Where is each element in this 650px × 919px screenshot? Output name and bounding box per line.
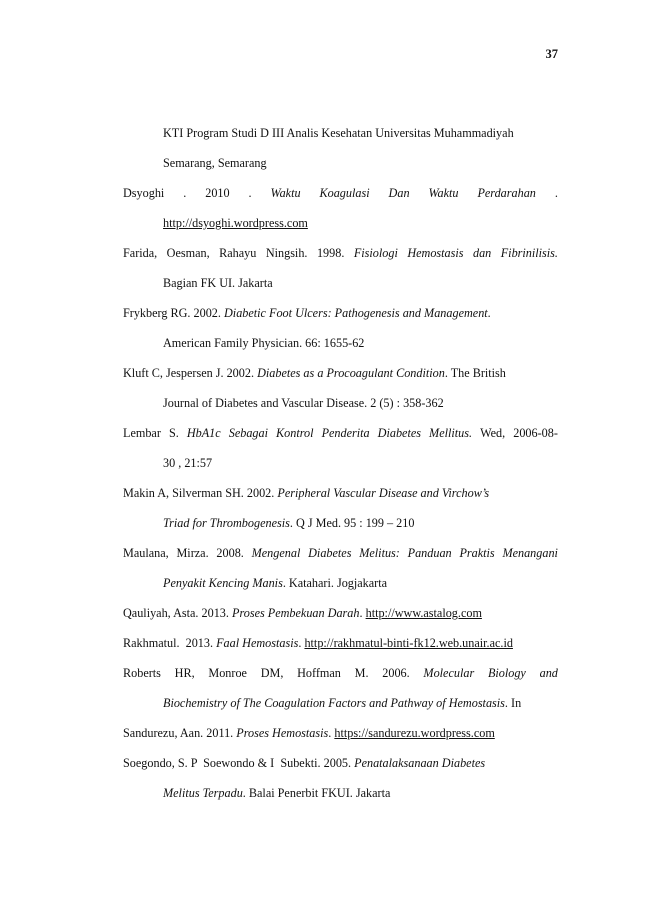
reference-text: 2008. [216,546,244,560]
reference-text: Dsyoghi [123,186,165,200]
reference-text: Sebagai [228,426,268,440]
reference-text: Penyakit Kencing Manis [163,576,283,590]
reference-text: American Family Physician. 66: 1655-62 [163,336,365,350]
reference-text: M. [354,666,369,680]
reference-text: . In [504,696,522,710]
reference-text: . [183,186,187,200]
reference-text: Hoffman [297,666,341,680]
reference-text: Dan [388,186,410,200]
reference-text: Mellitus. [429,426,473,440]
reference-text: Oesman, [166,246,210,260]
reference-text: Molecular [423,666,475,680]
reference-line [163,335,558,351]
reference-text: Mengenal [251,546,301,560]
reference-text: Panduan [407,546,452,560]
reference-line [123,425,558,441]
reference-line [163,575,558,591]
reference-text: Hemostasis [407,246,464,260]
reference-line [123,635,558,651]
reference-text: . [359,606,366,620]
reference-text: . [328,726,335,740]
reference-text: Koagulasi [319,186,370,200]
reference-text: Kontrol [276,426,314,440]
reference-link[interactable]: http://www.astalog.com [365,606,482,620]
reference-text: Perdarahan [477,186,536,200]
reference-text: Mirza. [176,546,209,560]
reference-text: Lembar [123,426,161,440]
reference-text: . [554,186,558,200]
reference-line [163,515,558,531]
reference-line [123,725,558,741]
reference-text: Diabetes as a Procoagulant Condition [257,366,445,380]
reference-text: Proses Hemostasis [236,726,329,740]
reference-text: Melitus Terpadu [163,786,243,800]
reference-text: Diabetes [308,546,352,560]
reference-text: Proses Pembekuan Darah [232,606,360,620]
reference-line [163,155,558,171]
reference-text: . [487,306,491,320]
reference-text: Bagian FK UI. Jakarta [163,276,273,290]
reference-text: 1998. [316,246,345,260]
reference-line [123,485,558,501]
reference-line [163,785,558,801]
reference-text: 2006-08- [513,426,558,440]
reference-text: Semarang, Semarang [163,156,267,170]
page-number: 37 [545,47,558,61]
reference-text: Penderita [321,426,370,440]
reference-text: 2010 [205,186,230,200]
reference-link[interactable]: http://rakhmatul-binti-fk12.web.unair.ac.id [304,636,513,650]
reference-text: Praktis [459,546,495,560]
reference-link[interactable]: https://sandurezu.wordpress.com [334,726,495,740]
reference-text: 2006. [382,666,410,680]
reference-text: . Katahari. Jogjakarta [282,576,388,590]
reference-line [123,605,558,621]
reference-line [163,455,558,471]
reference-text: Biochemistry of The Coagulation Factors and Pathway of Hemostasis [163,696,505,710]
reference-line [123,245,558,261]
reference-text: Roberts [123,666,161,680]
reference-text: Monroe [208,666,247,680]
reference-line [123,665,558,681]
reference-text: 30 , 21:57 [163,456,213,470]
reference-text: . [298,636,305,650]
reference-line [123,305,558,321]
reference-text: and [539,666,558,680]
reference-text: Kluft C, Jespersen J. 2002. [123,366,258,380]
reference-text: Wed, [480,426,506,440]
reference-text: Diabetic Foot Ulcers: Pathogenesis and Management [224,306,488,320]
reference-text: Sandurezu, Aan. 2011. [123,726,237,740]
reference-text: Ningsih. [265,246,308,260]
reference-line [163,695,558,711]
reference-text: S. [168,426,179,440]
reference-text: Waktu [270,186,301,200]
reference-text: . [248,186,252,200]
reference-text: Journal of Diabetes and Vascular Disease. 2 (5) : 358-362 [163,396,444,410]
reference-text: Peripheral Vascular Disease and Virchow’s [277,486,490,500]
reference-line [163,125,558,141]
reference-line [163,275,558,291]
reference-text: Qauliyah, Asta. 2013. [123,606,232,620]
reference-text: Faal Hemostasis [216,636,299,650]
reference-text: Rahayu [219,246,257,260]
reference-text: Maulana, [123,546,169,560]
reference-text: Melitus: [359,546,400,560]
reference-text: DM, [260,666,284,680]
reference-link[interactable]: http://dsyoghi.wordpress.com [163,216,308,230]
reference-text: Fibrinilisis. [500,246,558,260]
reference-text: . Balai Penerbit FKUI. Jakarta [242,786,391,800]
reference-text: Fisiologi [353,246,398,260]
reference-text: dan [472,246,492,260]
reference-text: Rakhmatul. 2013. [123,636,217,650]
reference-line [163,395,558,411]
reference-text: Waktu [428,186,459,200]
reference-text: Penatalaksanaan Diabetes [354,756,486,770]
reference-text: Menangani [502,546,558,560]
reference-text: Farida, [123,246,158,260]
reference-text: HbA1c [186,426,221,440]
reference-line [123,545,558,561]
reference-text: Makin A, Silverman SH. 2002. [123,486,278,500]
reference-line [123,755,558,771]
reference-text: Soegondo, S. P Soewondo & I Subekti. 2005. [123,756,355,770]
reference-text: KTI Program Studi D III Analis Kesehatan Universitas Muhammadiyah [163,126,514,140]
reference-text: Frykberg RG. 2002. [123,306,224,320]
reference-text: Triad for Thrombogenesis [163,516,290,530]
reference-text: . The British [444,366,506,380]
reference-line [123,185,558,201]
reference-text: . Q J Med. 95 : 199 – 210 [289,516,415,530]
reference-line [163,215,558,231]
reference-line [123,365,558,381]
reference-text: HR, [174,666,195,680]
reference-text: Diabetes [377,426,421,440]
reference-text: Biology [487,666,526,680]
